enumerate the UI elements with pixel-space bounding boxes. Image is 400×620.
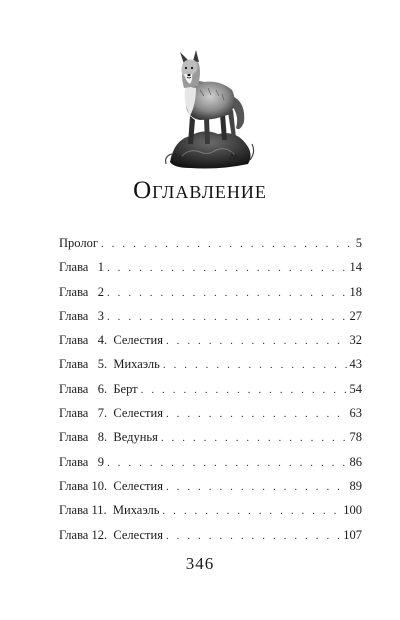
toc-entry-label: Глава 7. Селестия: [59, 406, 163, 421]
wolf-illustration: [160, 44, 258, 172]
toc-entry: [59, 501, 362, 525]
toc-entry-page: 43: [349, 357, 362, 372]
toc-dot-leader: [107, 284, 347, 302]
toc-dot-leader: [166, 332, 347, 350]
table-of-contents: [59, 234, 362, 550]
toc-dot-leader: [107, 454, 347, 472]
table-of-contents-heading: Оглавление: [133, 177, 267, 204]
toc-entry: [59, 428, 362, 452]
toc-entry: [59, 526, 362, 550]
toc-entry: [59, 355, 362, 379]
toc-dot-leader: [101, 235, 353, 253]
toc-entry-page: 14: [349, 260, 362, 275]
toc-dot-leader: [162, 502, 340, 520]
toc-entry: [59, 258, 362, 282]
toc-entry-page: 18: [349, 284, 362, 299]
toc-entry: [59, 380, 362, 404]
toc-entry: [59, 234, 362, 258]
toc-dot-leader: [163, 356, 347, 374]
toc-dot-leader: [107, 259, 347, 277]
toc-dot-leader: [141, 381, 347, 399]
toc-entry-page: 32: [349, 333, 362, 348]
toc-entry-page: 89: [349, 478, 362, 493]
toc-dot-leader: [166, 478, 347, 496]
toc-entry-label: Глава 10. Селестия: [59, 478, 163, 493]
toc-entry-label: Глава 5. Михаэль: [59, 357, 160, 372]
toc-entry-label: Глава 3: [59, 308, 104, 323]
toc-dot-leader: [166, 527, 340, 545]
toc-entry: [59, 453, 362, 477]
toc-entry-label: Глава 8. Ведунья: [59, 430, 158, 445]
toc-entry-page: 107: [343, 527, 362, 542]
toc-entry-page: 100: [343, 503, 362, 518]
toc-dot-leader: [107, 308, 347, 326]
toc-entry: [59, 331, 362, 355]
toc-entry-label: Глава 1: [59, 260, 104, 275]
toc-entry-label: Глава 2: [59, 284, 104, 299]
toc-entry: [59, 404, 362, 428]
toc-entry-page: 78: [349, 430, 362, 445]
wolf-on-rock-icon: [160, 44, 258, 172]
toc-entry-page: 54: [349, 381, 362, 396]
toc-entry: [59, 283, 362, 307]
toc-entry-label: Глава 12. Селестия: [59, 527, 163, 542]
toc-entry-page: 5: [355, 236, 362, 250]
toc-dot-leader: [161, 429, 347, 447]
toc-entry-page: 63: [349, 406, 362, 421]
toc-dot-leader: [166, 405, 347, 423]
toc-entry-label: Глава 6. Берт: [59, 381, 138, 396]
toc-entry-label: Пролог: [59, 236, 98, 250]
toc-entry-label: Глава 4. Селестия: [59, 333, 163, 348]
toc-entry: [59, 477, 362, 501]
toc-entry-page: 86: [349, 454, 362, 469]
page-number: 346: [185, 554, 215, 573]
toc-entry-label: Глава 9: [59, 454, 104, 469]
toc-entry: [59, 307, 362, 331]
toc-entry-label: Глава 11. Михаэль: [59, 503, 160, 518]
toc-entry-page: 27: [349, 308, 362, 323]
